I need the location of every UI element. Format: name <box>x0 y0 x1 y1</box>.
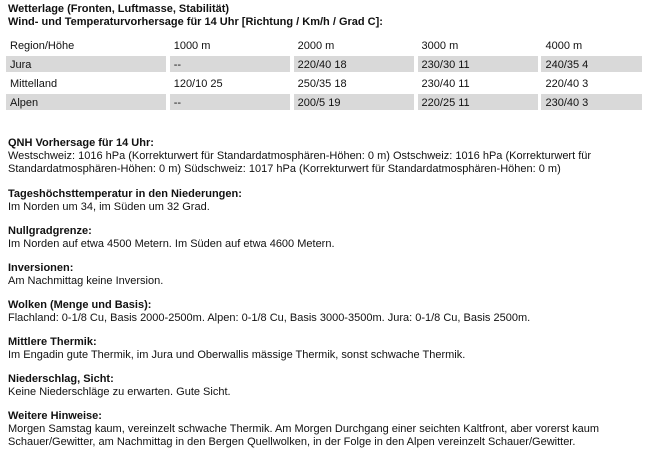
section-title: Niederschlag, Sicht: <box>8 373 114 385</box>
section-text: Westschweiz: 1016 hPa (Korrekturwert für Standardatmosphären-Höhen: 0 m) Ostschweiz: 1016 hPa (Korrekturwert für Standardatmosphären-Höhen: 0 m) Südschweiz: 1017 hPa (Korrekturwert für Standardatmosphären-Höhen: 0 m) <box>8 150 592 175</box>
column-header: Region/Höhe <box>10 39 75 52</box>
thermals-section <box>8 336 642 362</box>
table-cell: 230/40 3 <box>541 94 642 110</box>
table-cell: 120/10 25 <box>173 77 223 90</box>
table-row <box>6 94 642 110</box>
section-text: Im Engadin gute Thermik, im Jura und Oberwallis mässige Thermik, sonst schwache Thermik. <box>8 349 466 361</box>
region-cell: Alpen <box>6 94 166 110</box>
section-text: Morgen Samstag kaum, vereinzelt schwache Thermik. Am Morgen Durchgang einer seichten Kaltfront, aber vorerst kaum Schauer/Gewitter, am Nachmittag in den Bergen Quellwolken, in der Folge in den Alpen vereinzelt Schauer/Gewitter. <box>8 423 600 448</box>
table-cell: 240/35 4 <box>541 56 642 72</box>
wind-temp-heading: Wind- und Temperaturvorhersage für 14 Uhr [Richtung / Km/h / Grad C]: <box>8 16 383 28</box>
section-title: QNH Vorhersage für 14 Uhr: <box>8 137 154 149</box>
table-cell: 220/40 3 <box>545 77 589 90</box>
table-cell: 230/40 11 <box>421 77 470 90</box>
section-text: Im Norden auf etwa 4500 Metern. Im Süden auf etwa 4600 Metern. <box>8 238 335 250</box>
section-text: Am Nachmittag keine Inversion. <box>8 275 164 287</box>
section-title: Tageshöchsttemperatur in den Niederungen: <box>8 188 242 200</box>
qnh-section <box>8 137 642 176</box>
section-text: Keine Niederschläge zu erwarten. Gute Sicht. <box>8 386 231 398</box>
section-title: Weitere Hinweise: <box>8 410 102 422</box>
freezing-level-section <box>8 225 642 251</box>
inversions-section <box>8 262 642 288</box>
section-text: Im Norden um 34, im Süden um 32 Grad. <box>8 201 210 213</box>
table-row <box>6 75 642 91</box>
further-notes-section <box>8 410 642 449</box>
wind-temperature-table <box>6 34 642 113</box>
table-cell: -- <box>170 94 290 110</box>
situation-heading: Wetterlage (Fronten, Luftmasse, Stabilität) <box>8 3 230 15</box>
table-header-row <box>6 37 642 53</box>
column-header: 4000 m <box>545 39 583 52</box>
section-title: Inversionen: <box>8 262 74 274</box>
region-cell: Jura <box>6 56 166 72</box>
section-title: Nullgradgrenze: <box>8 225 92 237</box>
section-title: Wolken (Menge und Basis): <box>8 299 152 311</box>
section-title: Mittlere Thermik: <box>8 336 97 348</box>
section-text: Flachland: 0-1/8 Cu, Basis 2000-2500m. Alpen: 0-1/8 Cu, Basis 3000-3500m. Jura: 0-1/8 Cu, Basis 2500m. <box>8 312 531 324</box>
max-temperature-section <box>8 188 642 214</box>
precipitation-section <box>8 373 642 399</box>
table-cell: 220/25 11 <box>418 94 538 110</box>
table-cell: 200/5 19 <box>294 94 414 110</box>
column-header: 1000 m <box>173 39 211 52</box>
table-row <box>6 56 642 72</box>
column-header: 3000 m <box>421 39 459 52</box>
clouds-section <box>8 299 642 325</box>
table-cell: 230/30 11 <box>418 56 538 72</box>
column-header: 2000 m <box>297 39 335 52</box>
table-cell: 220/40 18 <box>294 56 414 72</box>
table-cell: 250/35 18 <box>297 77 347 90</box>
region-cell: Mittelland <box>10 77 58 90</box>
table-cell: -- <box>170 56 290 72</box>
